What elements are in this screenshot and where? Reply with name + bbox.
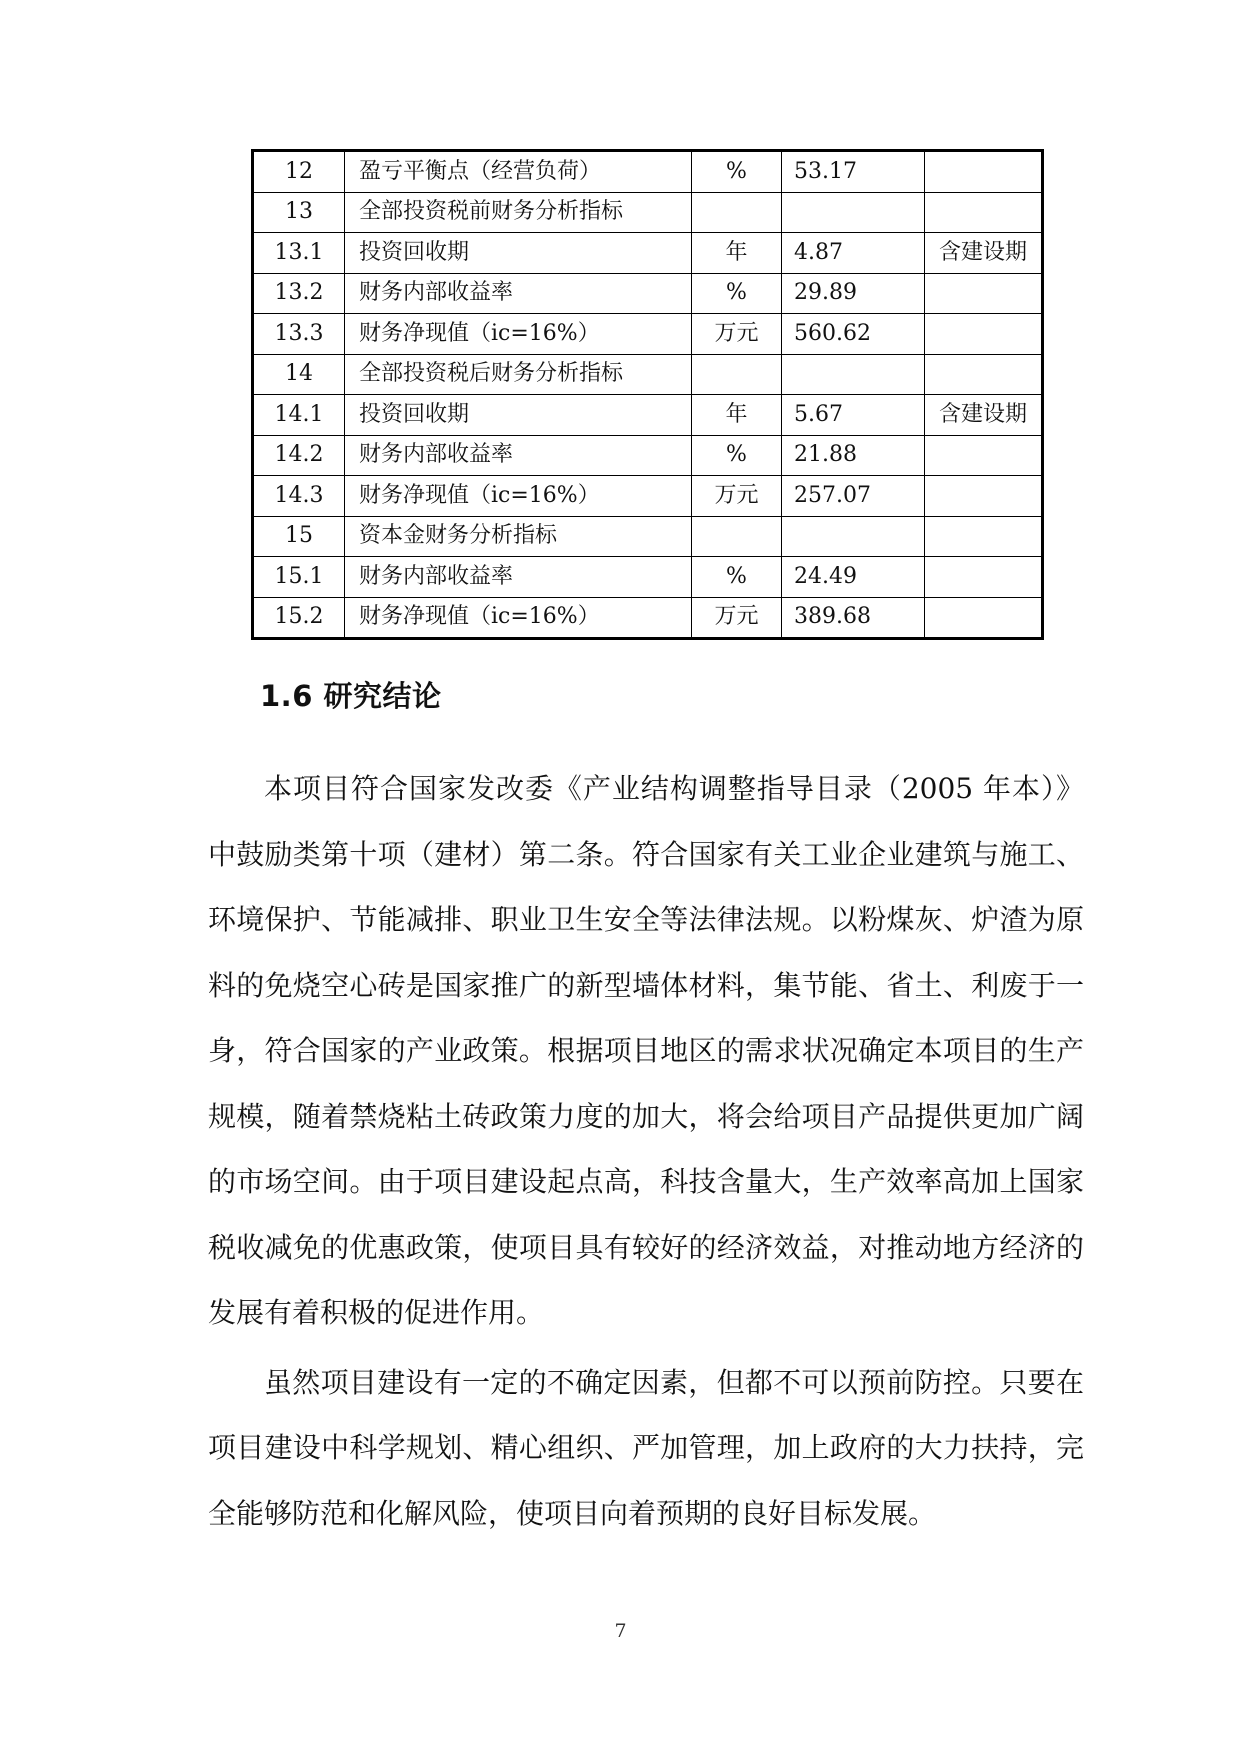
note-cell bbox=[925, 314, 1043, 355]
indicator-name-cell: 财务内部收益率 bbox=[345, 435, 692, 476]
unit-cell bbox=[692, 192, 782, 233]
indicator-name-cell: 投资回收期 bbox=[345, 233, 692, 274]
table-row bbox=[253, 435, 1043, 476]
unit-cell: 万元 bbox=[692, 314, 782, 355]
conclusion-paragraph: 本项目符合国家发改委《产业结构调整指导目录（2005 年本）》中鼓励类第十项（建材）第二条。符合国家有关工业企业建筑与施工、环境保护、节能减排、职业卫生安全等法律法规。以粉煤灰、炉渣为原料的免烧空心砖是国家推广的新型墙体材料，集节能、省土、利废于一身，符合国家的产业政策。根据项目地区的需求状况确定本项目的生产规模，随着禁烧粘土砖政策力度的加大，将会给项目产品提供更加广阔的市场空间。由于项目建设起点高，科技含量大，生产效率高加上国家税收减免的优惠政策，使项目具有较好的经济效益，对推动地方经济的发展有着积极的促进作用。 bbox=[208, 772, 1084, 1329]
unit-cell: % bbox=[692, 557, 782, 598]
row-number-cell: 12 bbox=[253, 151, 345, 193]
note-cell bbox=[925, 516, 1043, 557]
indicator-name-cell: 财务净现值（ic=16%） bbox=[345, 314, 692, 355]
unit-cell bbox=[692, 354, 782, 395]
row-number-cell: 15.2 bbox=[253, 597, 345, 639]
table-row bbox=[253, 233, 1043, 274]
table-row bbox=[253, 476, 1043, 517]
value-cell: 560.62 bbox=[782, 314, 925, 355]
indicator-name-cell: 投资回收期 bbox=[345, 395, 692, 436]
row-number-cell: 13.2 bbox=[253, 273, 345, 314]
table-body bbox=[253, 151, 1043, 639]
table-row bbox=[253, 354, 1043, 395]
body-text bbox=[208, 756, 1084, 1546]
row-number-cell: 13.3 bbox=[253, 314, 345, 355]
note-cell bbox=[925, 273, 1043, 314]
indicator-name-cell: 全部投资税后财务分析指标 bbox=[345, 354, 692, 395]
note-cell bbox=[925, 192, 1043, 233]
row-number-cell: 15 bbox=[253, 516, 345, 557]
value-cell: 5.67 bbox=[782, 395, 925, 436]
value-cell: 21.88 bbox=[782, 435, 925, 476]
note-cell bbox=[925, 151, 1043, 193]
unit-cell: 万元 bbox=[692, 597, 782, 639]
row-number-cell: 14.2 bbox=[253, 435, 345, 476]
unit-cell: % bbox=[692, 273, 782, 314]
unit-cell bbox=[692, 516, 782, 557]
row-number-cell: 13.1 bbox=[253, 233, 345, 274]
value-cell: 4.87 bbox=[782, 233, 925, 274]
value-cell bbox=[782, 516, 925, 557]
table-row bbox=[253, 395, 1043, 436]
financial-indicators-table bbox=[251, 149, 1044, 640]
table-row bbox=[253, 597, 1043, 639]
value-cell: 29.89 bbox=[782, 273, 925, 314]
note-cell bbox=[925, 435, 1043, 476]
indicator-name-cell: 财务净现值（ic=16%） bbox=[345, 476, 692, 517]
note-cell bbox=[925, 557, 1043, 598]
section-heading: 1.6 研究结论 bbox=[260, 679, 442, 713]
table-row bbox=[253, 192, 1043, 233]
row-number-cell: 15.1 bbox=[253, 557, 345, 598]
unit-cell: 万元 bbox=[692, 476, 782, 517]
table-row bbox=[253, 314, 1043, 355]
table-row bbox=[253, 557, 1043, 598]
note-cell bbox=[925, 354, 1043, 395]
indicator-name-cell: 财务内部收益率 bbox=[345, 557, 692, 598]
unit-cell: 年 bbox=[692, 233, 782, 274]
risk-paragraph: 虽然项目建设有一定的不确定因素，但都不可以预前防控。只要在项目建设中科学规划、精心组织、严加管理，加上政府的大力扶持，完全能够防范和化解风险，使项目向着预期的良好目标发展。 bbox=[208, 1365, 1084, 1530]
indicator-name-cell: 资本金财务分析指标 bbox=[345, 516, 692, 557]
row-number-cell: 14 bbox=[253, 354, 345, 395]
value-cell: 389.68 bbox=[782, 597, 925, 639]
indicator-name-cell: 财务内部收益率 bbox=[345, 273, 692, 314]
value-cell: 24.49 bbox=[782, 557, 925, 598]
table-row bbox=[253, 273, 1043, 314]
table-row bbox=[253, 516, 1043, 557]
note-cell: 含建设期 bbox=[925, 395, 1043, 436]
indicator-name-cell: 全部投资税前财务分析指标 bbox=[345, 192, 692, 233]
row-number-cell: 13 bbox=[253, 192, 345, 233]
page-number: 7 bbox=[614, 1620, 627, 1642]
row-number-cell: 14.3 bbox=[253, 476, 345, 517]
value-cell bbox=[782, 192, 925, 233]
note-cell bbox=[925, 476, 1043, 517]
value-cell: 53.17 bbox=[782, 151, 925, 193]
value-cell bbox=[782, 354, 925, 395]
value-cell: 257.07 bbox=[782, 476, 925, 517]
note-cell: 含建设期 bbox=[925, 233, 1043, 274]
note-cell bbox=[925, 597, 1043, 639]
indicator-name-cell: 财务净现值（ic=16%） bbox=[345, 597, 692, 639]
unit-cell: 年 bbox=[692, 395, 782, 436]
table-row bbox=[253, 151, 1043, 193]
unit-cell: % bbox=[692, 151, 782, 193]
indicator-name-cell: 盈亏平衡点（经营负荷） bbox=[345, 151, 692, 193]
unit-cell: % bbox=[692, 435, 782, 476]
row-number-cell: 14.1 bbox=[253, 395, 345, 436]
